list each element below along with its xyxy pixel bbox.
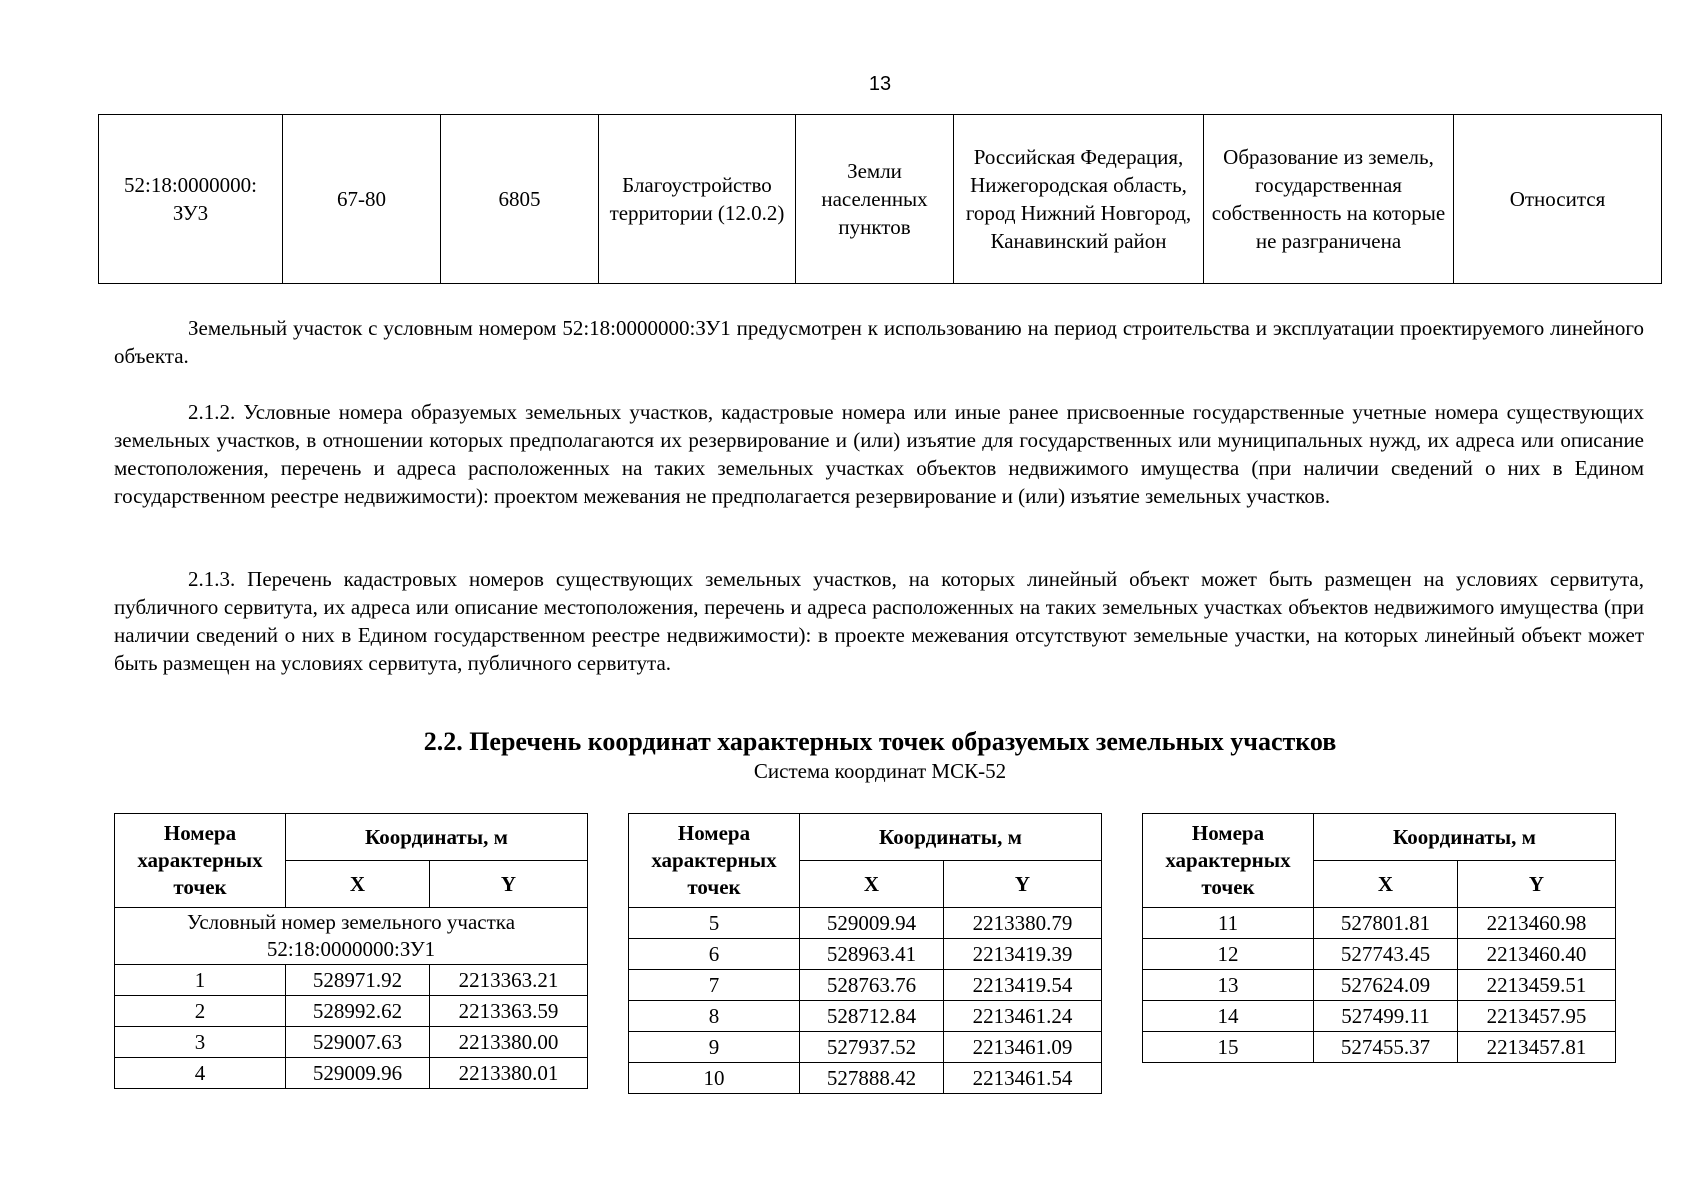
land-plot-table — [98, 114, 1662, 284]
points-header: Номера характерных точек — [629, 814, 800, 908]
plot-label: Условный номер земельного участка 52:18:0000000:ЗУ1 — [115, 908, 588, 965]
y-coordinate-cell: 2213363.59 — [430, 996, 588, 1027]
y-coordinate-cell: 2213363.21 — [430, 965, 588, 996]
coordinates-table-2 — [628, 813, 1102, 1094]
point-number-cell: 13 — [1143, 970, 1314, 1001]
paragraph-2-1-2: 2.1.2. Условные номера образуемых земельных участков, кадастровые номера или иные ранее присвоенные государственные учетные номера существующих земельных участков, в отношении которых предполагаются их резервирование и (или) изъятие для государственных или муниципальных нужд, их адреса или описание местоположения, перечень и адреса расположенных на таких земельных участках объектов недвижимого имущества (при наличии сведений о них в Едином государственном реестре недвижимости): проектом межевания не предполагается резервирование и (или) изъятие земельных участков. — [114, 400, 1644, 508]
x-coordinate-cell: 527743.45 — [1314, 939, 1458, 970]
x-coordinate-cell: 527455.37 — [1314, 1032, 1458, 1063]
x-coordinate-cell: 527801.81 — [1314, 908, 1458, 939]
table-row — [115, 1058, 588, 1089]
points-range-cell: 67-80 — [283, 115, 441, 284]
point-number-cell: 12 — [1143, 939, 1314, 970]
relation-cell: Относится — [1454, 115, 1662, 284]
table-row — [629, 908, 1102, 939]
table-row — [115, 965, 588, 996]
point-number-cell: 8 — [629, 1001, 800, 1032]
x-coordinate-cell: 527624.09 — [1314, 970, 1458, 1001]
y-header: Y — [1458, 861, 1616, 908]
x-coordinate-cell: 527499.11 — [1314, 1001, 1458, 1032]
points-header: Номера характерных точек — [115, 814, 286, 908]
y-header: Y — [944, 861, 1102, 908]
x-header: X — [800, 861, 944, 908]
point-number-cell: 1 — [115, 965, 286, 996]
y-coordinate-cell: 2213461.54 — [944, 1063, 1102, 1094]
point-number-cell: 9 — [629, 1032, 800, 1063]
y-coordinate-cell: 2213461.09 — [944, 1032, 1102, 1063]
page-number: 13 — [868, 73, 892, 95]
coordinates-header: Координаты, м — [800, 814, 1102, 861]
y-header: Y — [430, 861, 588, 908]
x-coordinate-cell: 528712.84 — [800, 1001, 944, 1032]
table-row — [629, 1032, 1102, 1063]
table-row — [115, 1027, 588, 1058]
coordinates-table-1 — [114, 813, 588, 1089]
table-row — [629, 1063, 1102, 1094]
y-coordinate-cell: 2213419.39 — [944, 939, 1102, 970]
point-number-cell: 4 — [115, 1058, 286, 1089]
x-coordinate-cell: 527937.52 — [800, 1032, 944, 1063]
paragraph-zu1: Земельный участок с условным номером 52:18:0000000:ЗУ1 предусмотрен к использованию на период строительства и эксплуатации проектируемого линейного объекта. — [114, 316, 1644, 368]
x-coordinate-cell: 528763.76 — [800, 970, 944, 1001]
coordinates-header: Координаты, м — [1314, 814, 1616, 861]
point-number-cell: 6 — [629, 939, 800, 970]
y-coordinate-cell: 2213380.01 — [430, 1058, 588, 1089]
table-row — [1143, 908, 1616, 939]
area-cell: 6805 — [441, 115, 599, 284]
point-number-cell: 7 — [629, 970, 800, 1001]
table-row — [1143, 1001, 1616, 1032]
x-coordinate-cell: 527888.42 — [800, 1063, 944, 1094]
table-row — [1143, 1032, 1616, 1063]
y-coordinate-cell: 2213459.51 — [1458, 970, 1616, 1001]
point-number-cell: 2 — [115, 996, 286, 1027]
y-coordinate-cell: 2213457.95 — [1458, 1001, 1616, 1032]
coordinates-header: Координаты, м — [286, 814, 588, 861]
point-number-cell: 10 — [629, 1063, 800, 1094]
y-coordinate-cell: 2213380.00 — [430, 1027, 588, 1058]
formation-method-cell: Образование из земель, государственная собственность на которые не разграничена — [1204, 115, 1454, 284]
x-coordinate-cell: 529009.96 — [286, 1058, 430, 1089]
table-row — [629, 939, 1102, 970]
point-number-cell: 5 — [629, 908, 800, 939]
y-coordinate-cell: 2213419.54 — [944, 970, 1102, 1001]
permitted-use-cell: Благоустройство территории (12.0.2) — [599, 115, 796, 284]
y-coordinate-cell: 2213460.98 — [1458, 908, 1616, 939]
x-header: X — [1314, 861, 1458, 908]
table-row — [629, 1001, 1102, 1032]
coordinate-system-subtitle: Система координат МСК-52 — [753, 759, 1007, 783]
x-coordinate-cell: 529007.63 — [286, 1027, 430, 1058]
table-row — [1143, 970, 1616, 1001]
paragraph-2-1-3: 2.1.3. Перечень кадастровых номеров существующих земельных участков, на которых линейный объект может быть размещен на условиях сервитута, публичного сервитута, их адреса или описание местоположения, перечень и адреса расположенных на таких земельных участках объектов недвижимого имущества (при наличии сведений о них в Едином государственном реестре недвижимости): в проекте межевания отсутствуют земельные участки, на которых линейный объект может быть размещен на условиях сервитута, публичного сервитута. — [114, 567, 1644, 675]
table-row — [629, 970, 1102, 1001]
point-number-cell: 14 — [1143, 1001, 1314, 1032]
cadastral-number-cell: 52:18:0000000: ЗУ3 — [99, 115, 283, 284]
y-coordinate-cell: 2213457.81 — [1458, 1032, 1616, 1063]
coordinates-table-3 — [1142, 813, 1616, 1063]
x-header: X — [286, 861, 430, 908]
y-coordinate-cell: 2213461.24 — [944, 1001, 1102, 1032]
x-coordinate-cell: 528971.92 — [286, 965, 430, 996]
section-title: 2.2. Перечень координат характерных точек образуемых земельных участков — [423, 727, 1337, 756]
table-row — [115, 996, 588, 1027]
land-category-cell: Земли населенных пунктов — [796, 115, 954, 284]
y-coordinate-cell: 2213460.40 — [1458, 939, 1616, 970]
x-coordinate-cell: 528992.62 — [286, 996, 430, 1027]
x-coordinate-cell: 529009.94 — [800, 908, 944, 939]
point-number-cell: 15 — [1143, 1032, 1314, 1063]
address-cell: Российская Федерация, Нижегородская область, город Нижний Новгород, Канавинский район — [954, 115, 1204, 284]
y-coordinate-cell: 2213380.79 — [944, 908, 1102, 939]
table-row — [99, 115, 1662, 284]
point-number-cell: 11 — [1143, 908, 1314, 939]
point-number-cell: 3 — [115, 1027, 286, 1058]
table-row — [1143, 939, 1616, 970]
points-header: Номера характерных точек — [1143, 814, 1314, 908]
x-coordinate-cell: 528963.41 — [800, 939, 944, 970]
